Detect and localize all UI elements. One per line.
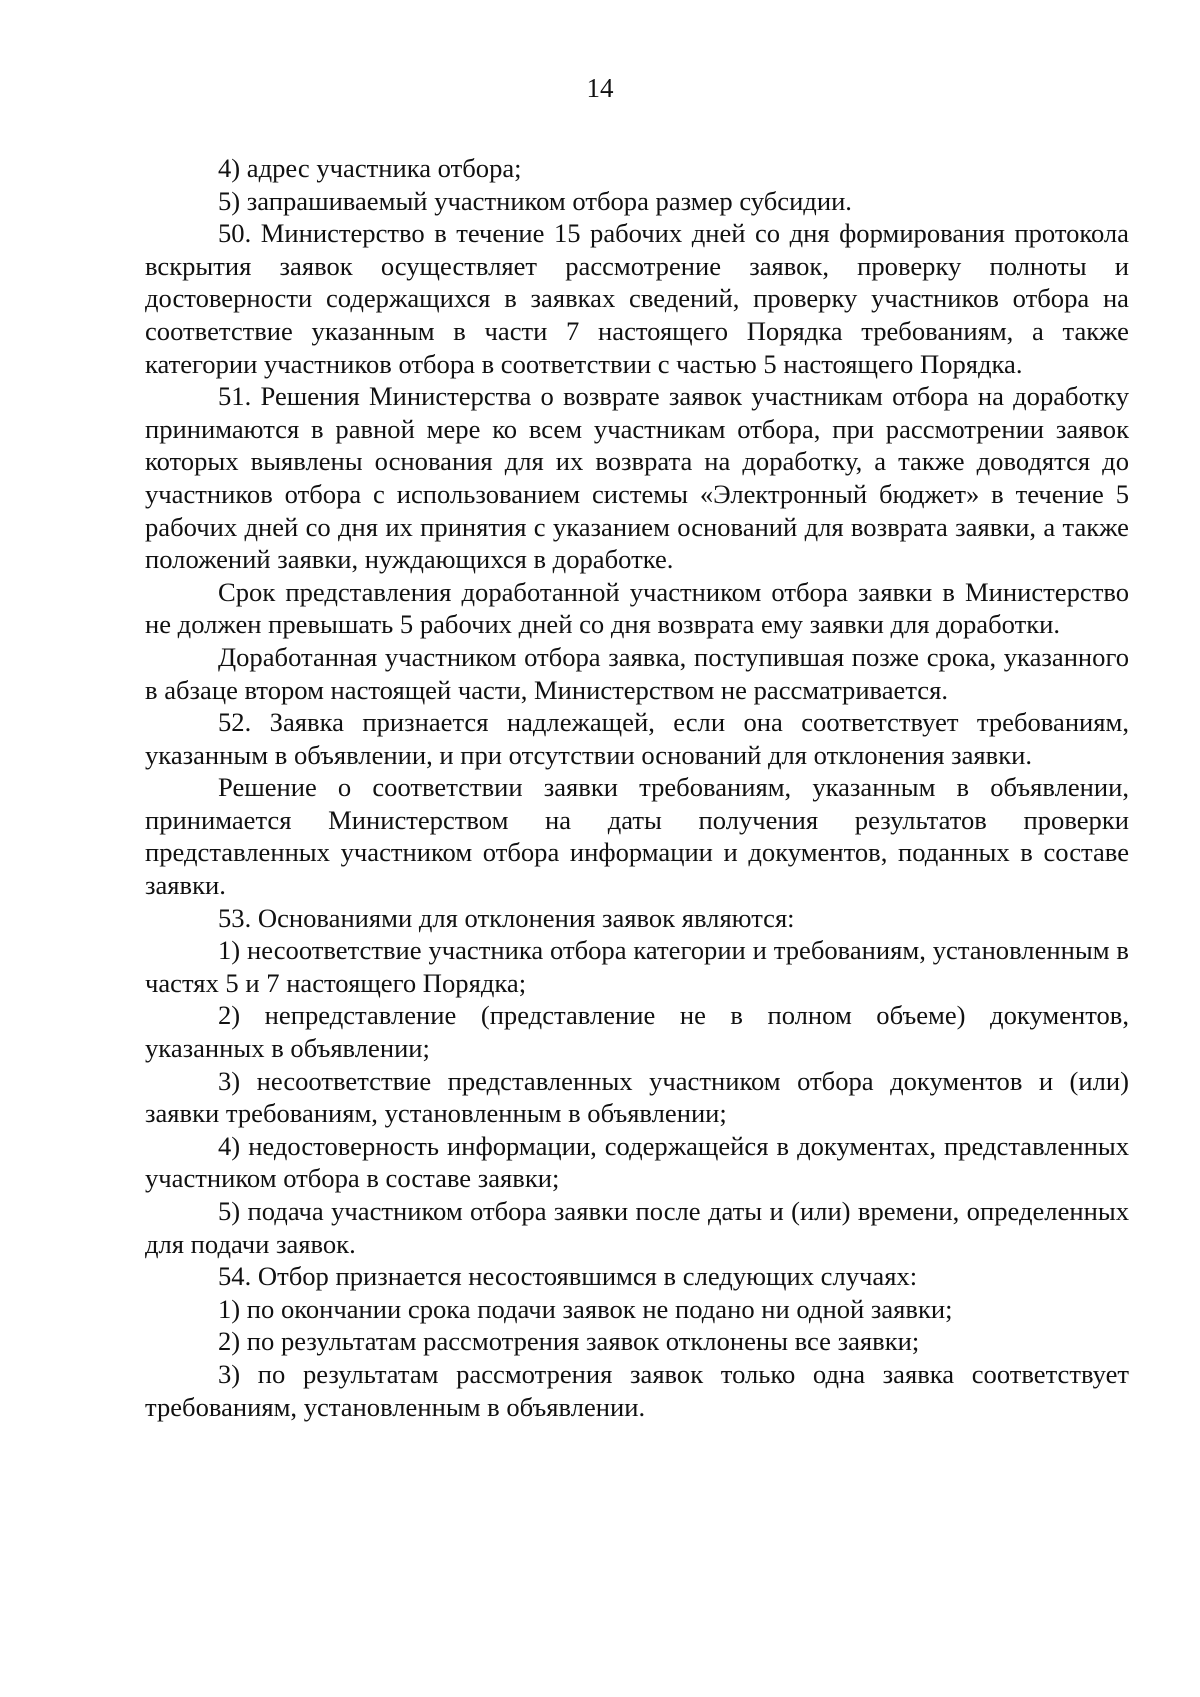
paragraph-rejection-5: 5) подача участником отбора заявки после даты и (или) времени, определенных для подачи заявок. [145, 1196, 1129, 1259]
paragraph-section-50: 50. Министерство в течение 15 рабочих дней со дня формирования протокола вскрытия заявок осуществляет рассмотрение заявок, проверку полноты и достоверности содержащихся в заявках сведений, проверку участников отбора на соответствие указанным в части 7 настоящего Порядка требованиям, а также категории участников отбора в соответствии с частью 5 настоящего Порядка. [145, 218, 1129, 379]
paragraph-section-51: 51. Решения Министерства о возврате заявок участникам отбора на доработку принимаются в равной мере ко всем участникам отбора, при рассмотрении заявок которых выявлены основания для их возврата на доработку, а также доводятся до участников отбора с использованием системы «Электронный бюджет» в течение 5 рабочих дней со дня их принятия с указанием оснований для возврата заявки, а также положений заявки, нуждающихся в доработке. [145, 381, 1129, 575]
paragraph-decision: Решение о соответствии заявки требованиям, указанным в объявлении, принимается Министерством на даты получения результатов проверки представленных участником отбора информации и документов, поданных в составе заявки. [145, 772, 1129, 901]
paragraph-failed-1: 1) по окончании срока подачи заявок не подано ни одной заявки; [218, 1293, 953, 1324]
paragraph-deadline: Срок представления доработанной участником отбора заявки в Министерство не должен превышать 5 рабочих дней со дня возврата ему заявки для доработки. [145, 576, 1129, 640]
paragraph-rejection-3: 3) несоответствие представленных участником отбора документов и (или) заявки требованиям, установленным в объявлении; [145, 1065, 1129, 1129]
paragraph-failed-3: 3) по результатам рассмотрения заявок только одна заявка соответствует требованиям, установленным в объявлении. [145, 1358, 1129, 1422]
paragraph-rejection-1: 1) несоответствие участника отбора категории и требованиям, установленным в частях 5 и 7 настоящего Порядка; [145, 935, 1129, 998]
paragraph-item-4: 4) адрес участника отбора; [218, 153, 522, 183]
paragraph-section-52: 52. Заявка признается надлежащей, если она соответствует требованиям, указанным в объявлении, и при отсутствии оснований для отклонения заявки. [145, 707, 1129, 770]
paragraph-rejection-4: 4) недостоверность информации, содержащейся в документах, представленных участником отбора в составе заявки; [145, 1130, 1129, 1194]
paragraph-late-submission: Доработанная участником отбора заявка, поступившая позже срока, указанного в абзаце втором настоящей части, Министерством не рассматривается. [145, 641, 1129, 705]
document-body [145, 152, 1129, 1423]
paragraph-rejection-2: 2) непредставление (представление не в полном объеме) документов, указанных в объявлении; [145, 1000, 1129, 1064]
paragraph-section-53: 53. Основаниями для отклонения заявок являются: [218, 902, 795, 933]
paragraph-item-5: 5) запрашиваемый участником отбора размер субсидии. [218, 185, 852, 216]
page-number: 14 [586, 73, 614, 103]
paragraph-section-54: 54. Отбор признается несостоявшимся в следующих случаях: [218, 1261, 918, 1292]
paragraph-failed-2: 2) по результатам рассмотрения заявок отклонены все заявки; [218, 1326, 920, 1357]
